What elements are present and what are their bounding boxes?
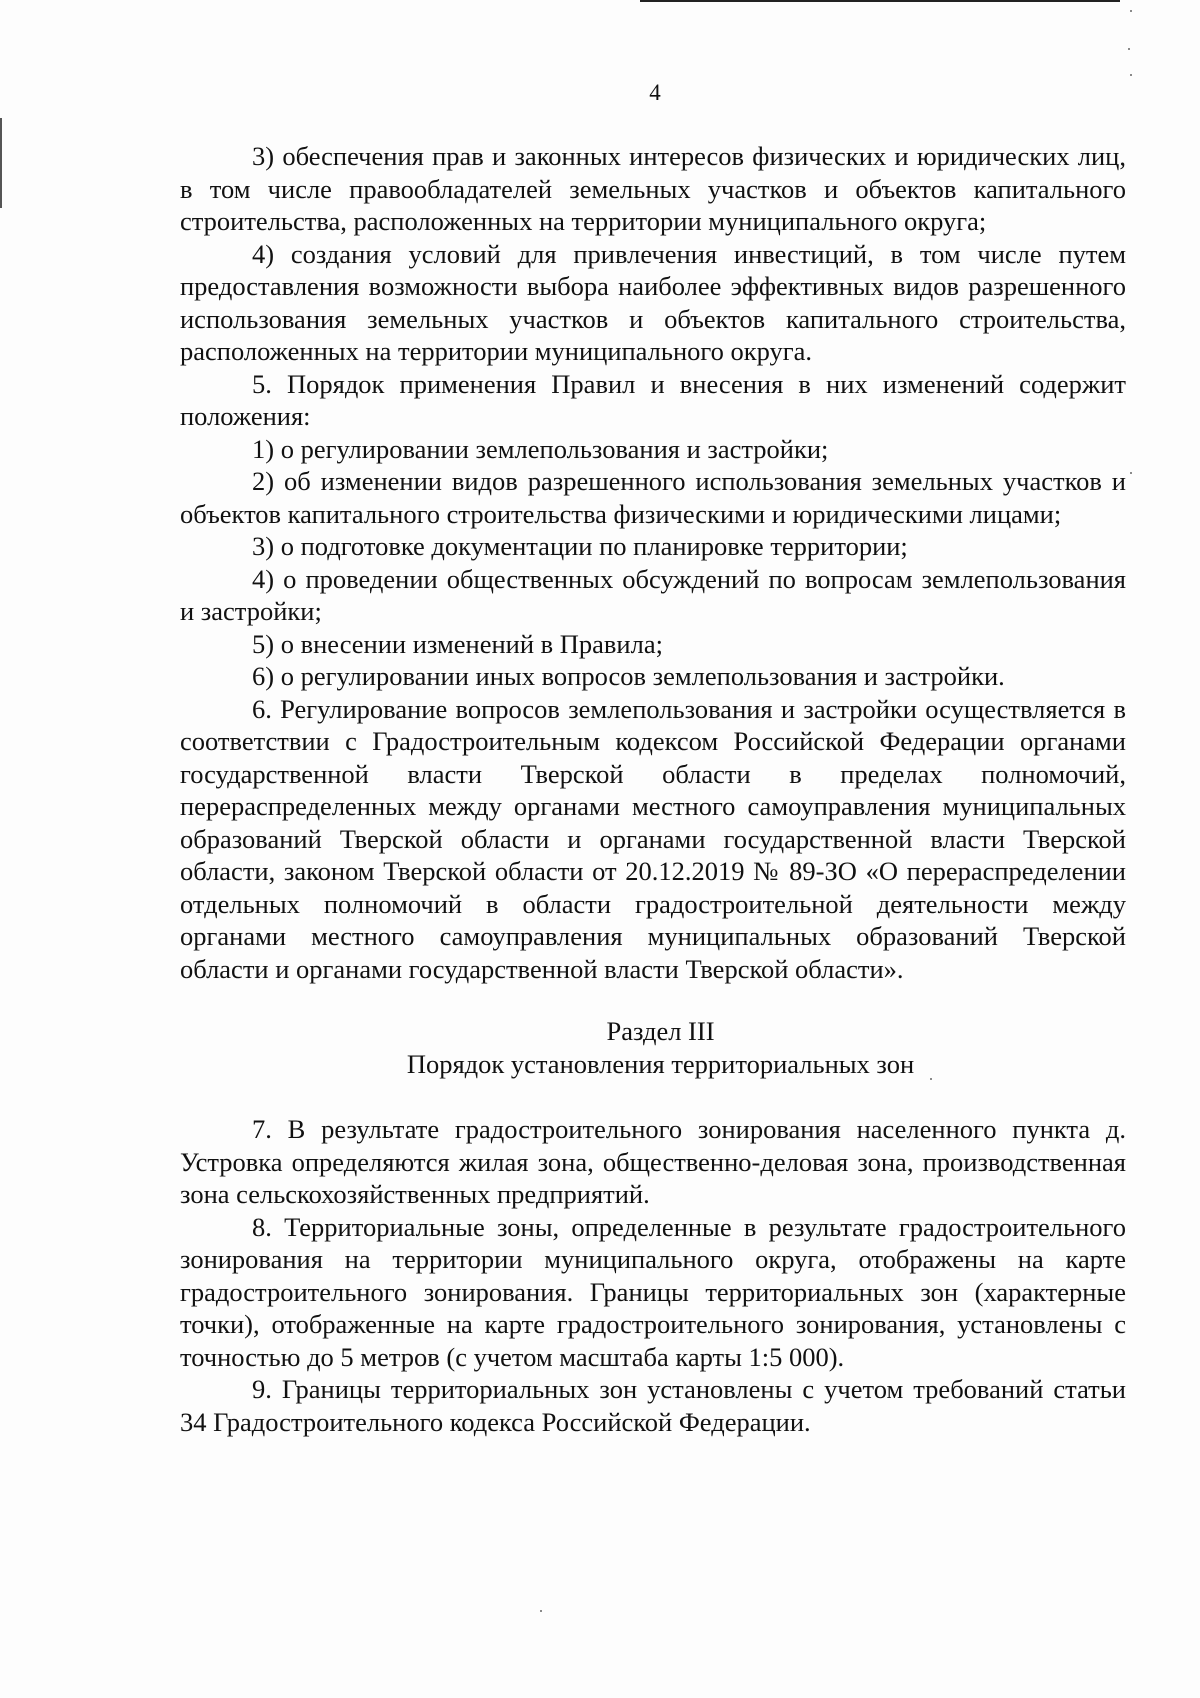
scan-edge-left <box>0 118 2 208</box>
scan-speck <box>1130 74 1132 76</box>
list-item-4: 4) о проведении общественных обсуждений по вопросам землепользования и застройки; <box>180 563 1126 626</box>
paragraph-6: 6. Регулирование вопросов землепользования и застройки осуществляется в соответствии с Градостроительным кодексом Российской Федерации органами государственной власти Тверской области в пределах полномочий, перераспределенных между органами местного самоуправления муниципальных образований Тверской области и органами государственной власти Тверской области, законом Тверской области от 20.12.2019 № 89-ЗО «О перераспределении отдельных полномочий в области градостроительной деятельности между органами местного самоуправления муниципальных образований Тверской области и органами государственной власти Тверской области». <box>180 693 1126 984</box>
spacer <box>180 1080 1126 1113</box>
scan-speck <box>1128 48 1130 50</box>
scan-speck <box>540 1610 542 1612</box>
list-item-1: 1) о регулировании землепользования и застройки; <box>252 433 829 464</box>
list-item-6: 6) о регулировании иных вопросов землепользования и застройки. <box>252 661 1005 691</box>
spacer <box>180 985 1126 1015</box>
list-item-3: 3) о подготовке документации по планировке территории; <box>252 531 908 561</box>
paragraph-7: 7. В результате градостроительного зонирования населенного пункта д. Устровка определяются жилая зона, общественно-деловая зона, производственная зона сельскохозяйственных предприятий. <box>180 1114 1126 1209</box>
page-number: 4 <box>649 80 661 105</box>
scan-speck <box>1130 472 1132 474</box>
list-item-2: 2) об изменении видов разрешенного использования земельных участков и объектов капитального строительства физическими и юридическими лицами; <box>180 466 1126 529</box>
paragraph-9: 9. Границы территориальных зон установлены с учетом требований статьи 34 Градостроительного кодекса Российской Федерации. <box>180 1374 1126 1437</box>
paragraph-5: 5. Порядок применения Правил и внесения в них изменений содержит положения: <box>180 368 1126 431</box>
scan-edge-top <box>640 0 1120 2</box>
section-title: Порядок установления территориальных зон <box>406 1048 915 1079</box>
list-item-5: 5) о внесении изменений в Правила; <box>252 628 663 659</box>
paragraph-4: 4) создания условий для привлечения инвестиций, в том числе путем предоставления возможности выбора наиболее эффективных видов разрешенного использования земельных участков и объектов капитального строительства, расположенных на территории муниципального округа. <box>180 238 1126 366</box>
scan-speck <box>1130 10 1132 12</box>
document-body <box>180 140 1126 1438</box>
section-label: Раздел III <box>606 1016 715 1046</box>
paragraph-3: 3) обеспечения прав и законных интересов физических и юридических лиц, в том числе правообладателей земельных участков и объектов капитального строительства, расположенных на территории муниципального округа; <box>180 141 1126 236</box>
paragraph-8: 8. Территориальные зоны, определенные в результате градостроительного зонирования на территории муниципального округа, отображены на карте градостроительного зонирования. Границы территориальных зон (характерные точки), отображенные на карте градостроительного зонирования, установлены с точностью до 5 метров (с учетом масштаба карты 1:5 000). <box>180 1211 1126 1372</box>
